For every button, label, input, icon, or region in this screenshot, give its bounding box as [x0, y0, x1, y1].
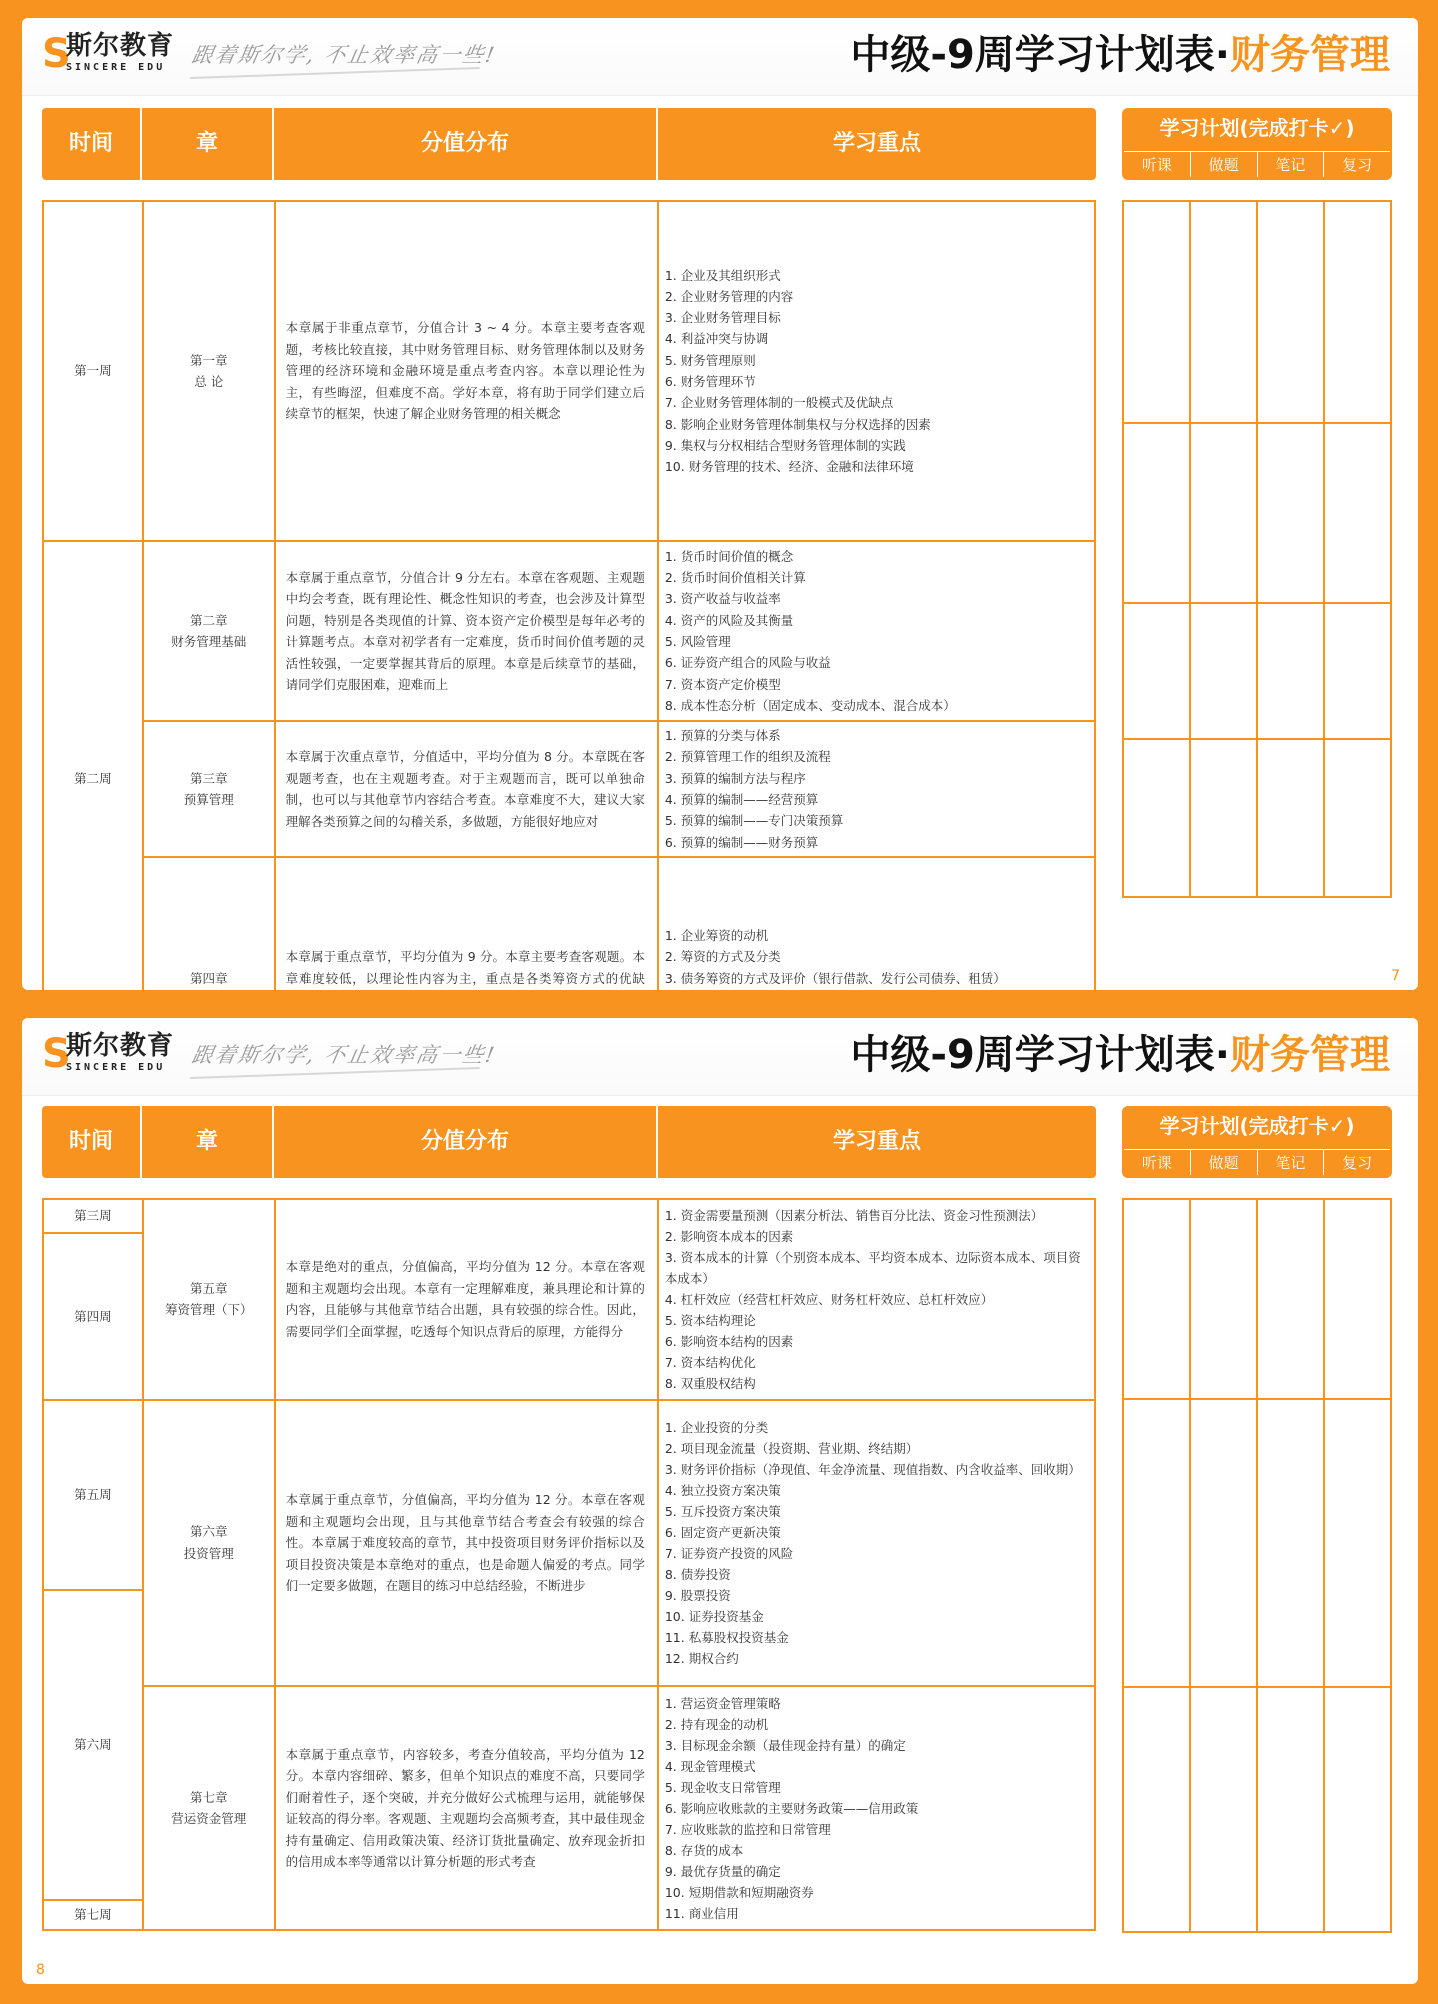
list-item: 11. 商业信用 — [664, 1905, 739, 1921]
list-item: 1. 货币时间价值的概念 — [664, 548, 794, 564]
score-description: 本章属于非重点章节，分值合计 3 ~ 4 分。本章主要考查客观题，考核比较直接，其中财务管理目标、财务管理体制以及财务管理的经济环境和金融环境是重点考查内容。本章以理论性为主，有些晦涩，但难度不高。学好本章，将有助于同学们建立后续章节的框架，快速了解企业财务管理的相关概念 — [275, 201, 658, 541]
list-item: 6. 预算的编制——财务预算 — [664, 834, 819, 850]
list-item: 1. 企业投资的分类 — [664, 1419, 769, 1435]
list-item: 7. 资本资产定价模型 — [664, 676, 781, 692]
list-item: 3. 目标现金余额（最佳现金持有量）的确定 — [664, 1737, 906, 1753]
plan-header — [1122, 108, 1392, 180]
list-item: 10. 财务管理的技术、经济、金融和法律环境 — [664, 459, 914, 475]
list-item: 6. 财务管理环节 — [664, 374, 756, 389]
list-item: 4. 独立投资方案决策 — [664, 1482, 781, 1498]
plan-col-listen: 听课 — [1124, 1150, 1191, 1175]
table-header — [42, 108, 1096, 180]
logo-text: 斯尔教育 — [66, 1031, 175, 1061]
list-item: 8. 债券投资 — [664, 1566, 731, 1582]
score-description: 本章是绝对的重点，分值偏高，平均分值为 12 分。本章在客观题和主观题均会出现。本章有一定理解难度，兼具理论和计算的内容，且能够与其他章节结合出题，具有较强的综合性。因此，需要同学们全面掌握，吃透每个知识点背后的原理，方能得分 — [275, 1199, 658, 1400]
header-focus: 学习重点 — [832, 1129, 921, 1154]
week-label: 第五周 — [43, 1400, 143, 1591]
schedule-table — [42, 200, 1096, 990]
week-label: 第四周 — [43, 1233, 143, 1399]
logo-subtext: SINCERE EDU — [66, 62, 166, 73]
list-item: 9. 最优存货量的确定 — [664, 1863, 781, 1879]
checkbox-cell[interactable] — [1257, 1199, 1324, 1399]
plan-header — [1122, 1106, 1392, 1178]
chapter-name: 第五章 筹资管理（下） — [143, 1199, 275, 1400]
checkbox-cell[interactable] — [1257, 1399, 1324, 1687]
table-header — [42, 1106, 1096, 1178]
checkbox-cell[interactable] — [1324, 201, 1391, 423]
list-item: 8. 存货的成本 — [664, 1842, 744, 1858]
list-item: 5. 财务管理原则 — [664, 352, 756, 368]
planner-page-8 — [22, 1018, 1418, 1984]
list-item: 4. 预算的编制——经营预算 — [664, 792, 819, 807]
week-label: 第三周 — [43, 1199, 143, 1233]
slogan-underline — [190, 1067, 480, 1079]
checkbox-cell[interactable] — [1123, 1199, 1190, 1399]
logo-icon: S — [42, 1031, 71, 1077]
list-item: 10. 证券投资基金 — [664, 1608, 764, 1624]
list-item: 8. 影响企业财务管理体制集权与分权选择的因素 — [664, 416, 931, 432]
checkbox-cell[interactable] — [1324, 739, 1391, 897]
list-item: 5. 资本结构理论 — [664, 1312, 756, 1328]
page-header — [22, 1018, 1418, 1096]
list-item: 4. 利益冲突与协调 — [664, 331, 769, 347]
score-description: 本章属于重点章节，平均分值为 9 分。本章主要考查客观题。本章难度较低，以理论性内容为主，重点是各类筹资方式的优缺 — [275, 857, 658, 990]
title-main: 中级-9周学习计划表 — [850, 32, 1215, 78]
list-item: 9. 股票投资 — [664, 1587, 731, 1603]
week-label: 第六周 — [43, 1590, 143, 1900]
list-item: 1. 企业及其组织形式 — [664, 267, 781, 283]
chapter-name: 第一章 总 论 — [143, 201, 275, 541]
checkbox-cell[interactable] — [1257, 201, 1324, 423]
list-item: 1. 企业筹资的动机 — [664, 928, 769, 944]
list-item: 7. 证券资产投资的风险 — [664, 1545, 794, 1561]
list-item: 8. 成本性态分析（固定成本、变动成本、混合成本） — [664, 697, 956, 713]
header-week: 时间 — [42, 1106, 142, 1178]
header-chapter: 章 — [142, 108, 274, 180]
checkbox-cell[interactable] — [1123, 423, 1190, 603]
logo-text: 斯尔教育 — [66, 31, 175, 61]
focus-list — [658, 541, 1095, 721]
plan-col-notes: 笔记 — [1258, 152, 1325, 177]
chapter-name: 第三章 预算管理 — [143, 721, 275, 857]
list-item: 2. 企业财务管理的内容 — [664, 288, 794, 304]
checkbox-cell[interactable] — [1190, 1199, 1257, 1399]
list-item: 7. 资本结构优化 — [664, 1354, 756, 1370]
checkin-grid — [1122, 200, 1392, 898]
list-item: 9. 集权与分权相结合型财务管理体制的实践 — [664, 437, 906, 453]
checkbox-cell[interactable] — [1190, 739, 1257, 897]
list-item: 2. 货币时间价值相关计算 — [664, 570, 806, 586]
checkin-grid — [1122, 1198, 1392, 1933]
list-item: 4. 现金管理模式 — [664, 1758, 756, 1774]
checkbox-cell[interactable] — [1123, 603, 1190, 739]
list-item: 1. 营运资金管理策略 — [664, 1695, 781, 1711]
list-item: 1. 预算的分类与体系 — [664, 728, 781, 744]
title-separator: · — [1214, 32, 1230, 78]
planner-page-7 — [22, 18, 1418, 990]
list-item: 3. 债务筹资的方式及评价（银行借款、发行公司债券、租赁） — [664, 970, 1006, 986]
header-score: 分值分布 — [274, 1106, 658, 1178]
list-item: 5. 预算的编制——专门决策预算 — [664, 813, 844, 829]
list-item: 6. 影响资本结构的因素 — [664, 1333, 794, 1349]
plan-title: 学习计划(完成打卡✓) — [1159, 1114, 1355, 1138]
week-label: 第二周 — [43, 541, 143, 990]
chapter-name: 第六章 投资管理 — [143, 1400, 275, 1687]
page-number: 7 — [1391, 968, 1400, 984]
chapter-name: 第四章 — [143, 857, 275, 990]
checkbox-cell[interactable] — [1324, 423, 1391, 603]
plan-col-practice: 做题 — [1191, 152, 1258, 177]
focus-list — [658, 857, 1095, 990]
header-week: 时间 — [42, 108, 142, 180]
score-description: 本章属于次重点章节，分值适中，平均分值为 8 分。本章既在客观题考查，也在主观题考查。对于主观题而言，既可以单独命制，也可以与其他章节内容结合考查。本章难度不大，建议大家理解各类预算之间的勾稽关系，多做题，方能很好地应对 — [275, 721, 658, 857]
list-item: 3. 财务评价指标（净现值、年金净流量、现值指数、内含收益率、回收期） — [664, 1461, 1081, 1477]
checkbox-cell[interactable] — [1257, 423, 1324, 603]
list-item: 5. 互斥投资方案决策 — [664, 1503, 781, 1519]
list-item: 6. 证券资产组合的风险与收益 — [664, 655, 831, 671]
focus-list — [658, 1400, 1095, 1687]
plan-col-notes: 笔记 — [1258, 1150, 1325, 1175]
checkbox-cell[interactable] — [1190, 603, 1257, 739]
checkbox-cell[interactable] — [1257, 739, 1324, 897]
checkbox-cell[interactable] — [1324, 1687, 1391, 1932]
list-item: 3. 资产收益与收益率 — [664, 591, 781, 607]
focus-list — [658, 721, 1095, 857]
plan-columns — [1124, 151, 1390, 177]
list-item: 1. 资金需要量预测（因素分析法、销售百分比法、资金习性预测法） — [664, 1207, 1044, 1223]
title-main: 中级-9周学习计划表 — [850, 1032, 1215, 1078]
list-item: 11. 私募股权投资基金 — [664, 1629, 789, 1645]
checkbox-cell[interactable] — [1324, 1199, 1391, 1399]
checkbox-cell[interactable] — [1324, 603, 1391, 739]
list-item: 3. 资本成本的计算（个别资本成本、平均资本成本、边际资本成本、项目资本成本） — [664, 1249, 1081, 1286]
list-item: 7. 企业财务管理体制的一般模式及优缺点 — [664, 395, 894, 411]
page-header — [22, 18, 1418, 96]
checkbox-cell[interactable] — [1190, 1399, 1257, 1687]
checkbox-cell[interactable] — [1190, 423, 1257, 603]
header-score: 分值分布 — [274, 108, 658, 180]
slogan-underline — [190, 67, 480, 79]
title-separator: · — [1214, 1032, 1230, 1078]
week-label: 第一周 — [43, 201, 143, 541]
logo-icon: S — [42, 31, 71, 77]
list-item: 4. 资产的风险及其衡量 — [664, 612, 794, 628]
list-item: 5. 现金收支日常管理 — [664, 1779, 781, 1795]
header-chapter: 章 — [142, 1106, 274, 1178]
logo-subtext: SINCERE EDU — [66, 1062, 166, 1073]
list-item: 10. 短期借款和短期融资券 — [664, 1884, 814, 1900]
list-item: 6. 影响应收账款的主要财务政策——信用政策 — [664, 1800, 919, 1816]
checkbox-cell[interactable] — [1123, 201, 1190, 423]
list-item: 12. 期权合约 — [664, 1650, 739, 1666]
list-item: 4. 杠杆效应（经营杠杆效应、财务杠杆效应、总杠杆效应） — [664, 1291, 994, 1307]
list-item — [665, 989, 1088, 990]
list-item: 7. 应收账款的监控和日常管理 — [664, 1821, 831, 1837]
list-item: 3. 预算的编制方法与程序 — [664, 770, 806, 786]
focus-list — [658, 1686, 1095, 1930]
plan-columns — [1124, 1149, 1390, 1175]
list-item: 2. 影响资本成本的因素 — [664, 1228, 794, 1244]
checkbox-cell[interactable] — [1123, 739, 1190, 897]
checkbox-cell[interactable] — [1257, 1687, 1324, 1932]
checkbox-cell[interactable] — [1123, 1399, 1190, 1687]
checkbox-cell[interactable] — [1257, 603, 1324, 739]
list-item: 6. 固定资产更新决策 — [664, 1524, 781, 1540]
header-focus: 学习重点 — [832, 131, 921, 156]
checkbox-cell[interactable] — [1123, 1687, 1190, 1932]
list-item: 8. 双重股权结构 — [664, 1375, 756, 1391]
plan-col-listen: 听课 — [1124, 152, 1191, 177]
title-subject: 财务管理 — [1230, 1032, 1390, 1078]
plan-col-review: 复习 — [1342, 1154, 1373, 1172]
checkbox-cell[interactable] — [1190, 201, 1257, 423]
page-title — [850, 30, 1390, 80]
page-number: 8 — [36, 1962, 45, 1978]
list-item: 2. 持有现金的动机 — [664, 1716, 769, 1732]
plan-col-practice: 做题 — [1191, 1150, 1258, 1175]
checkbox-cell[interactable] — [1190, 1687, 1257, 1932]
chapter-name: 第七章 营运资金管理 — [143, 1686, 275, 1930]
slogan: 跟着斯尔学, 不止效率高一些! — [189, 43, 498, 67]
title-subject: 财务管理 — [1230, 32, 1390, 78]
score-description: 本章属于重点章节，内容较多，考查分值较高，平均分值为 12 分。本章内容细碎、繁多，但单个知识点的难度不高，只要同学们耐着性子，逐个突破，并充分做好公式梳理与运用，就能够保证较高的得分率。客观题、主观题均会高频考查，其中最佳现金持有量确定、信用政策决策、经济订货批量确定、放弃现金折扣的信用成本率等通常以计算分析题的形式考查 — [275, 1686, 658, 1930]
checkbox-cell[interactable] — [1324, 1399, 1391, 1687]
plan-col-review: 复习 — [1342, 156, 1373, 174]
list-item: 3. 企业财务管理目标 — [664, 310, 781, 326]
list-item: 2. 筹资的方式及分类 — [664, 949, 781, 965]
list-item: 5. 风险管理 — [664, 634, 731, 649]
chapter-name: 第二章 财务管理基础 — [143, 541, 275, 721]
score-description: 本章属于重点章节，分值合计 9 分左右。本章在客观题、主观题中均会考查，既有理论性、概念性知识的考查，也会涉及计算型问题，特别是各类现值的计算、资本资产定价模型是每年必考的计算题考点。本章对初学者有一定难度，货币时间价值考题的灵活性较强，一定要掌握其背后的原理。本章是后续章节的基础，请同学们克服困难，迎难而上 — [275, 541, 658, 721]
schedule-table — [42, 1198, 1096, 1931]
page-title — [850, 1030, 1390, 1080]
focus-list — [658, 201, 1095, 541]
slogan: 跟着斯尔学, 不止效率高一些! — [189, 1043, 498, 1067]
focus-list — [658, 1199, 1095, 1400]
list-item: 2. 预算管理工作的组织及流程 — [664, 749, 831, 765]
plan-title: 学习计划(完成打卡✓) — [1159, 116, 1355, 140]
list-item: 2. 项目现金流量（投资期、营业期、终结期） — [664, 1440, 919, 1456]
score-description: 本章属于重点章节，分值偏高，平均分值为 12 分。本章在客观题和主观题均会出现，且与其他章节结合考查会有较强的综合性。本章属于难度较高的章节，其中投资项目财务评价指标以及项目投资决策是本章绝对的重点，也是命题人偏爱的考点。同学们一定要多做题，在题目的练习中总结经验，不断进步 — [275, 1400, 658, 1687]
week-label: 第七周 — [43, 1900, 143, 1930]
